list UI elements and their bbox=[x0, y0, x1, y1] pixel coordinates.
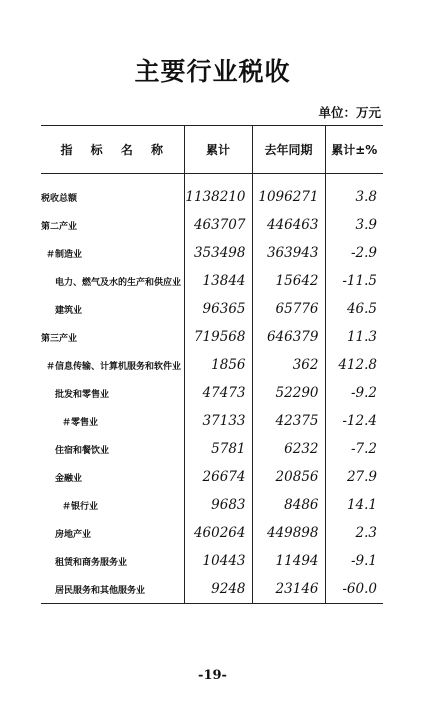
header-indicator-name: 指 标 名 称 bbox=[41, 126, 184, 174]
row-name: 第三产业 bbox=[41, 333, 78, 344]
header-cumulative: 累计 bbox=[184, 126, 252, 174]
row-cumulative: 9248 bbox=[184, 575, 252, 604]
row-change-pct: -11.5 bbox=[325, 267, 383, 295]
row-last-year: 23146 bbox=[252, 575, 325, 604]
row-change-pct: -2.9 bbox=[325, 239, 383, 267]
row-change-pct: -9.1 bbox=[325, 547, 383, 575]
row-cumulative: 26674 bbox=[184, 463, 252, 491]
tax-table-container bbox=[41, 125, 383, 604]
row-name: 电力、燃气及水的生产和供应业 bbox=[55, 277, 182, 288]
row-name: 批发和零售业 bbox=[55, 389, 110, 400]
row-cumulative: 9683 bbox=[184, 491, 252, 519]
row-last-year: 8486 bbox=[252, 491, 325, 519]
row-cumulative: 5781 bbox=[184, 435, 252, 463]
table-row bbox=[41, 323, 383, 351]
row-name: ＃银行业 bbox=[62, 501, 99, 512]
row-name: 房地产业 bbox=[55, 529, 92, 540]
table-row bbox=[41, 547, 383, 575]
row-change-pct: 412.8 bbox=[325, 351, 383, 379]
row-last-year: 52290 bbox=[252, 379, 325, 407]
row-cumulative: 1856 bbox=[184, 351, 252, 379]
row-cumulative: 96365 bbox=[184, 295, 252, 323]
row-cumulative: 13844 bbox=[184, 267, 252, 295]
table-row bbox=[41, 519, 383, 547]
row-change-pct: 14.1 bbox=[325, 491, 383, 519]
row-cumulative: 47473 bbox=[184, 379, 252, 407]
row-change-pct: -12.4 bbox=[325, 407, 383, 435]
row-name: 金融业 bbox=[55, 473, 83, 484]
table-row bbox=[41, 435, 383, 463]
row-change-pct: -7.2 bbox=[325, 435, 383, 463]
row-change-pct: -60.0 bbox=[325, 575, 383, 604]
row-last-year: 449898 bbox=[252, 519, 325, 547]
row-cumulative: 37133 bbox=[184, 407, 252, 435]
table-row bbox=[41, 407, 383, 435]
table-body bbox=[41, 174, 383, 604]
table-row bbox=[41, 211, 383, 239]
row-change-pct: 27.9 bbox=[325, 463, 383, 491]
row-name: 第二产业 bbox=[41, 221, 78, 232]
table-header bbox=[41, 126, 383, 174]
row-change-pct: 11.3 bbox=[325, 323, 383, 351]
row-name: 住宿和餐饮业 bbox=[55, 445, 110, 456]
header-change-pct: 累计±% bbox=[325, 126, 383, 174]
row-last-year: 1096271 bbox=[252, 183, 325, 211]
table-row bbox=[41, 239, 383, 267]
row-last-year: 42375 bbox=[252, 407, 325, 435]
row-cumulative: 353498 bbox=[184, 239, 252, 267]
table-row bbox=[41, 379, 383, 407]
table-row bbox=[41, 267, 383, 295]
row-cumulative: 10443 bbox=[184, 547, 252, 575]
table-row bbox=[41, 351, 383, 379]
row-name: ＃制造业 bbox=[46, 249, 83, 260]
row-last-year: 6232 bbox=[252, 435, 325, 463]
table-row bbox=[41, 463, 383, 491]
page-title: 主要行业税收 bbox=[134, 57, 291, 86]
page-number: -19- bbox=[198, 668, 227, 683]
table-row bbox=[41, 575, 383, 604]
tax-table bbox=[41, 125, 383, 604]
table-spacer-row bbox=[41, 174, 383, 184]
row-last-year: 15642 bbox=[252, 267, 325, 295]
row-name: 建筑业 bbox=[55, 305, 83, 316]
row-last-year: 20856 bbox=[252, 463, 325, 491]
row-name: ＃信息传输、计算机服务和软件业 bbox=[46, 361, 182, 372]
row-last-year: 646379 bbox=[252, 323, 325, 351]
row-last-year: 11494 bbox=[252, 547, 325, 575]
row-change-pct: 2.3 bbox=[325, 519, 383, 547]
table-row bbox=[41, 183, 383, 211]
row-change-pct: 3.8 bbox=[325, 183, 383, 211]
table-row bbox=[41, 491, 383, 519]
row-cumulative: 1138210 bbox=[184, 183, 252, 211]
row-cumulative: 463707 bbox=[184, 211, 252, 239]
row-change-pct: 3.9 bbox=[325, 211, 383, 239]
row-change-pct: -9.2 bbox=[325, 379, 383, 407]
table-row bbox=[41, 295, 383, 323]
row-name: 租赁和商务服务业 bbox=[55, 557, 128, 568]
unit-label: 单位：万元 bbox=[318, 105, 381, 120]
row-last-year: 446463 bbox=[252, 211, 325, 239]
row-name: ＃零售业 bbox=[62, 417, 99, 428]
header-last-year: 去年同期 bbox=[252, 126, 325, 174]
row-last-year: 363943 bbox=[252, 239, 325, 267]
row-name: 税收总额 bbox=[41, 193, 78, 204]
row-cumulative: 719568 bbox=[184, 323, 252, 351]
row-cumulative: 460264 bbox=[184, 519, 252, 547]
row-change-pct: 46.5 bbox=[325, 295, 383, 323]
row-last-year: 65776 bbox=[252, 295, 325, 323]
row-last-year: 362 bbox=[252, 351, 325, 379]
row-name: 居民服务和其他服务业 bbox=[55, 585, 146, 596]
